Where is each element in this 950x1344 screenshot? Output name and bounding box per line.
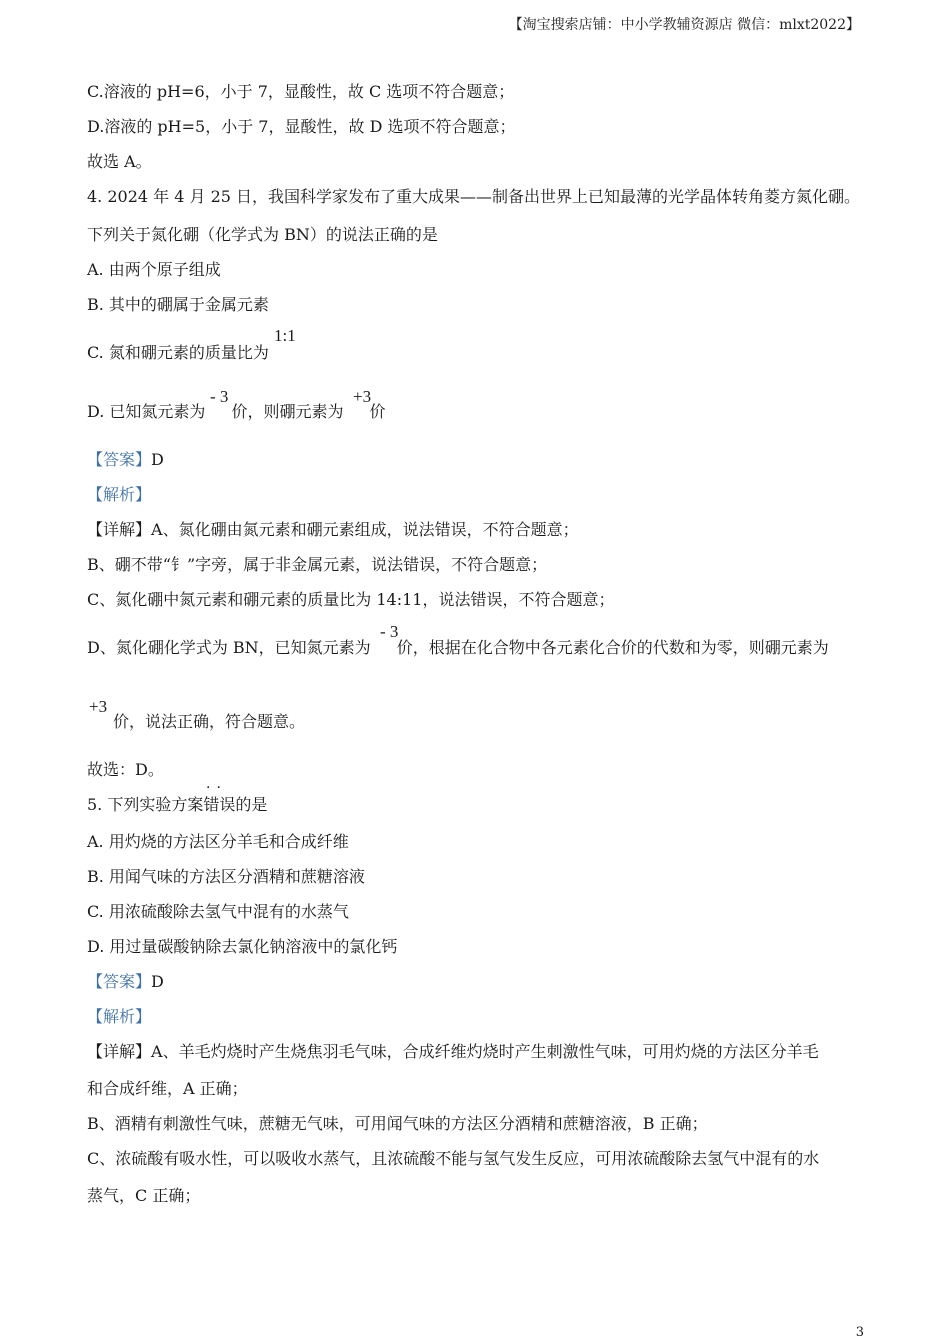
option-b: B. 用闻气味的方法区分酒精和蔗糖溶液 bbox=[87, 867, 365, 886]
detail-d-post: 价，根据在化合物中各元素化合价的代数和为零，则硼元素为 bbox=[396, 638, 829, 657]
option-b: B. 其中的硼属于金属元素 bbox=[87, 295, 269, 314]
question-4-stem: 下列关于氮化硼（化学式为 BN）的说法正确的是 bbox=[87, 225, 438, 244]
option-d: D. 用过量碳酸钠除去氯化钠溶液中的氯化钙 bbox=[87, 937, 398, 956]
option-a: A. 用灼烧的方法区分羊毛和合成纤维 bbox=[87, 832, 349, 851]
option-d bbox=[87, 402, 385, 422]
detail-d-pre: D、氮化硼化学式为 BN，已知氮元素为 bbox=[87, 638, 371, 657]
detail-line: 和合成纤维，A 正确； bbox=[87, 1079, 248, 1098]
answer-value: D bbox=[151, 450, 164, 469]
detail-line: B、硼不带“钅”字旁，属于非金属元素，说法错误，不符合题意； bbox=[87, 555, 548, 574]
valence-formula: - 3 bbox=[210, 387, 229, 406]
detail-line: C、浓硫酸有吸水性，可以吸收水蒸气，且浓硫酸不能与氢气发生反应，可用浓硫酸除去氢气中混有的水 bbox=[87, 1149, 820, 1168]
detail-label: 【详解】 bbox=[87, 520, 152, 539]
option-c: C. 氮和硼元素的质量比为 bbox=[87, 343, 269, 362]
detail-text: A、羊毛灼烧时产生烧焦羽毛气味，合成纤维灼烧时产生刺激性气味，可用灼烧的方法区分羊毛 bbox=[151, 1042, 819, 1061]
option-d-mid: 价，则硼元素为 bbox=[231, 402, 344, 421]
option-d-pre: D. 已知氮元素为 bbox=[87, 402, 206, 421]
text-line: D.溶液的 pH=5，小于 7，显酸性，故 D 选项不符合题意； bbox=[87, 117, 516, 136]
analysis-label: 【解析】 bbox=[87, 485, 152, 504]
page-header: 【淘宝搜索店铺：中小学教辅资源店 微信：mlxt2022】 bbox=[508, 17, 860, 33]
detail-text: A、氮化硼由氮元素和硼元素组成，说法错误，不符合题意； bbox=[151, 520, 579, 539]
valence-formula: - 3 bbox=[380, 622, 399, 641]
question-5-stem: 5. 下列实验方案错误的是 bbox=[87, 795, 268, 814]
answer-line bbox=[87, 972, 164, 992]
text-line: 故选 A。 bbox=[87, 152, 152, 171]
text-line: C.溶液的 pH=6，小于 7，显酸性，故 C 选项不符合题意； bbox=[87, 82, 515, 101]
page-number: 3 bbox=[855, 1325, 864, 1340]
detail-label: 【详解】 bbox=[87, 1042, 152, 1061]
choose-line: 故选：D。 bbox=[87, 760, 164, 779]
answer-line bbox=[87, 450, 164, 470]
detail-line: 价，说法正确，符合题意。 bbox=[113, 712, 306, 731]
detail-line: B、酒精有刺激性气味，蔗糖无气味，可用闻气味的方法区分酒精和蔗糖溶液，B 正确； bbox=[87, 1114, 708, 1133]
analysis-label: 【解析】 bbox=[87, 1007, 152, 1026]
option-a: A. 由两个原子组成 bbox=[87, 260, 221, 279]
question-4-stem: 4. 2024 年 4 月 25 日，我国科学家发布了重大成果——制备出世界上已知最薄的光学晶体转角菱方氮化硼。 bbox=[87, 187, 861, 206]
valence-formula: +3 bbox=[353, 387, 372, 406]
answer-value: D bbox=[151, 972, 164, 991]
valence-formula: +3 bbox=[89, 697, 108, 716]
answer-label: 【答案】 bbox=[87, 972, 152, 991]
detail-line bbox=[87, 1042, 819, 1062]
ratio-formula: 1:1 bbox=[274, 326, 296, 345]
answer-label: 【答案】 bbox=[87, 450, 152, 469]
emphasis-dots: ·· bbox=[206, 780, 227, 796]
detail-line: C、氮化硼中氮元素和硼元素的质量比为 14:11，说法错误，不符合题意； bbox=[87, 590, 615, 609]
detail-line bbox=[87, 638, 829, 658]
option-d-post: 价 bbox=[369, 402, 386, 421]
detail-line bbox=[87, 520, 579, 540]
option-c: C. 用浓硫酸除去氢气中混有的水蒸气 bbox=[87, 902, 349, 921]
detail-line: 蒸气，C 正确； bbox=[87, 1186, 201, 1205]
